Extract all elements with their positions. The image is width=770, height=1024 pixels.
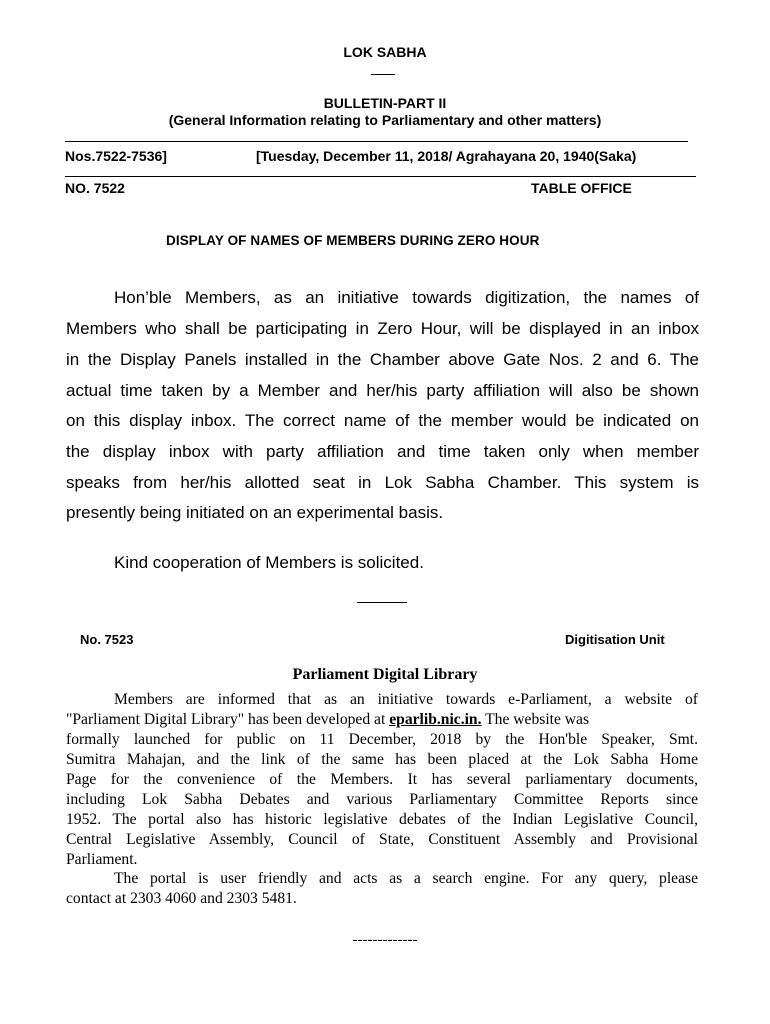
item-office-7522: TABLE OFFICE: [531, 180, 632, 196]
eparlib-link[interactable]: eparlib.nic.in.: [389, 711, 482, 728]
title-divider: [371, 74, 395, 75]
closing-note-7522: Kind cooperation of Members is solicited.: [114, 553, 424, 572]
body-line: formally launched for public on 11 December, 2018 by the Hon'ble Speaker, Smt.: [66, 731, 698, 748]
bulletin-date: [Tuesday, December 11, 2018/ Agrahayana 20, 1940(Saka): [256, 148, 637, 164]
body-text: The website was: [485, 711, 590, 728]
item-number-7522: NO. 7522: [65, 180, 125, 196]
body-line: The portal is user friendly and acts as a search engine. For any query, please: [114, 870, 698, 887]
body-line: [66, 711, 698, 731]
body-text: "Parliament Digital Library" has been developed at: [66, 711, 386, 728]
body-line: in the Display Panels installed in the Chamber above Gate Nos. 2 and 6. The: [66, 350, 699, 369]
body-line: Members are informed that as an initiative towards e-Parliament, a website of: [114, 691, 698, 708]
item-divider: [357, 602, 407, 603]
body-line: presently being initiated on an experimental basis.: [66, 503, 444, 522]
bulletin-number-range: Nos.7522-7536]: [65, 148, 167, 164]
header-rule-top: [65, 141, 688, 142]
body-line: Page for the convenience of the Members. It has several parliamentary documents,: [66, 771, 698, 788]
body-line: the display inbox with party affiliation and time taken only when member: [66, 442, 699, 461]
item-heading-7522: DISPLAY OF NAMES OF MEMBERS DURING ZERO HOUR: [166, 233, 540, 248]
body-line: Parliament.: [66, 851, 138, 868]
body-line: including Lok Sabha Debates and various Parliamentary Committee Reports since: [66, 791, 698, 808]
page-title: LOK SABHA: [343, 44, 427, 60]
end-divider: -------------: [352, 932, 418, 948]
body-line: contact at 2303 4060 and 2303 5481.: [66, 890, 297, 907]
body-line: Sumitra Mahajan, and the link of the same has been placed at the Lok Sabha Home: [66, 751, 698, 768]
body-line: speaks from her/his allotted seat in Lok Sabha Chamber. This system is: [66, 473, 699, 492]
item-heading-7523: Parliament Digital Library: [292, 666, 478, 683]
header-rule-bottom: [65, 176, 696, 177]
body-line: Members who shall be participating in Zero Hour, will be displayed in an inbox: [66, 319, 699, 338]
body-line: actual time taken by a Member and her/his party affiliation will also be shown: [66, 381, 699, 400]
bulletin-subtitle: (General Information relating to Parliamentary and other matters): [168, 112, 602, 128]
item-office-7523: Digitisation Unit: [565, 632, 665, 647]
body-line: Hon’ble Members, as an initiative towards digitization, the names of: [114, 288, 699, 307]
item-number-7523: No. 7523: [80, 632, 134, 647]
body-line: 1952. The portal also has historic legislative debates of the Indian Legislative Council,: [66, 811, 698, 828]
bulletin-label: BULLETIN-PART II: [323, 95, 447, 111]
body-line: Central Legislative Assembly, Council of State, Constituent Assembly and Provisional: [66, 831, 698, 848]
body-line: on this display inbox. The correct name of the member would be indicated on: [66, 411, 699, 430]
